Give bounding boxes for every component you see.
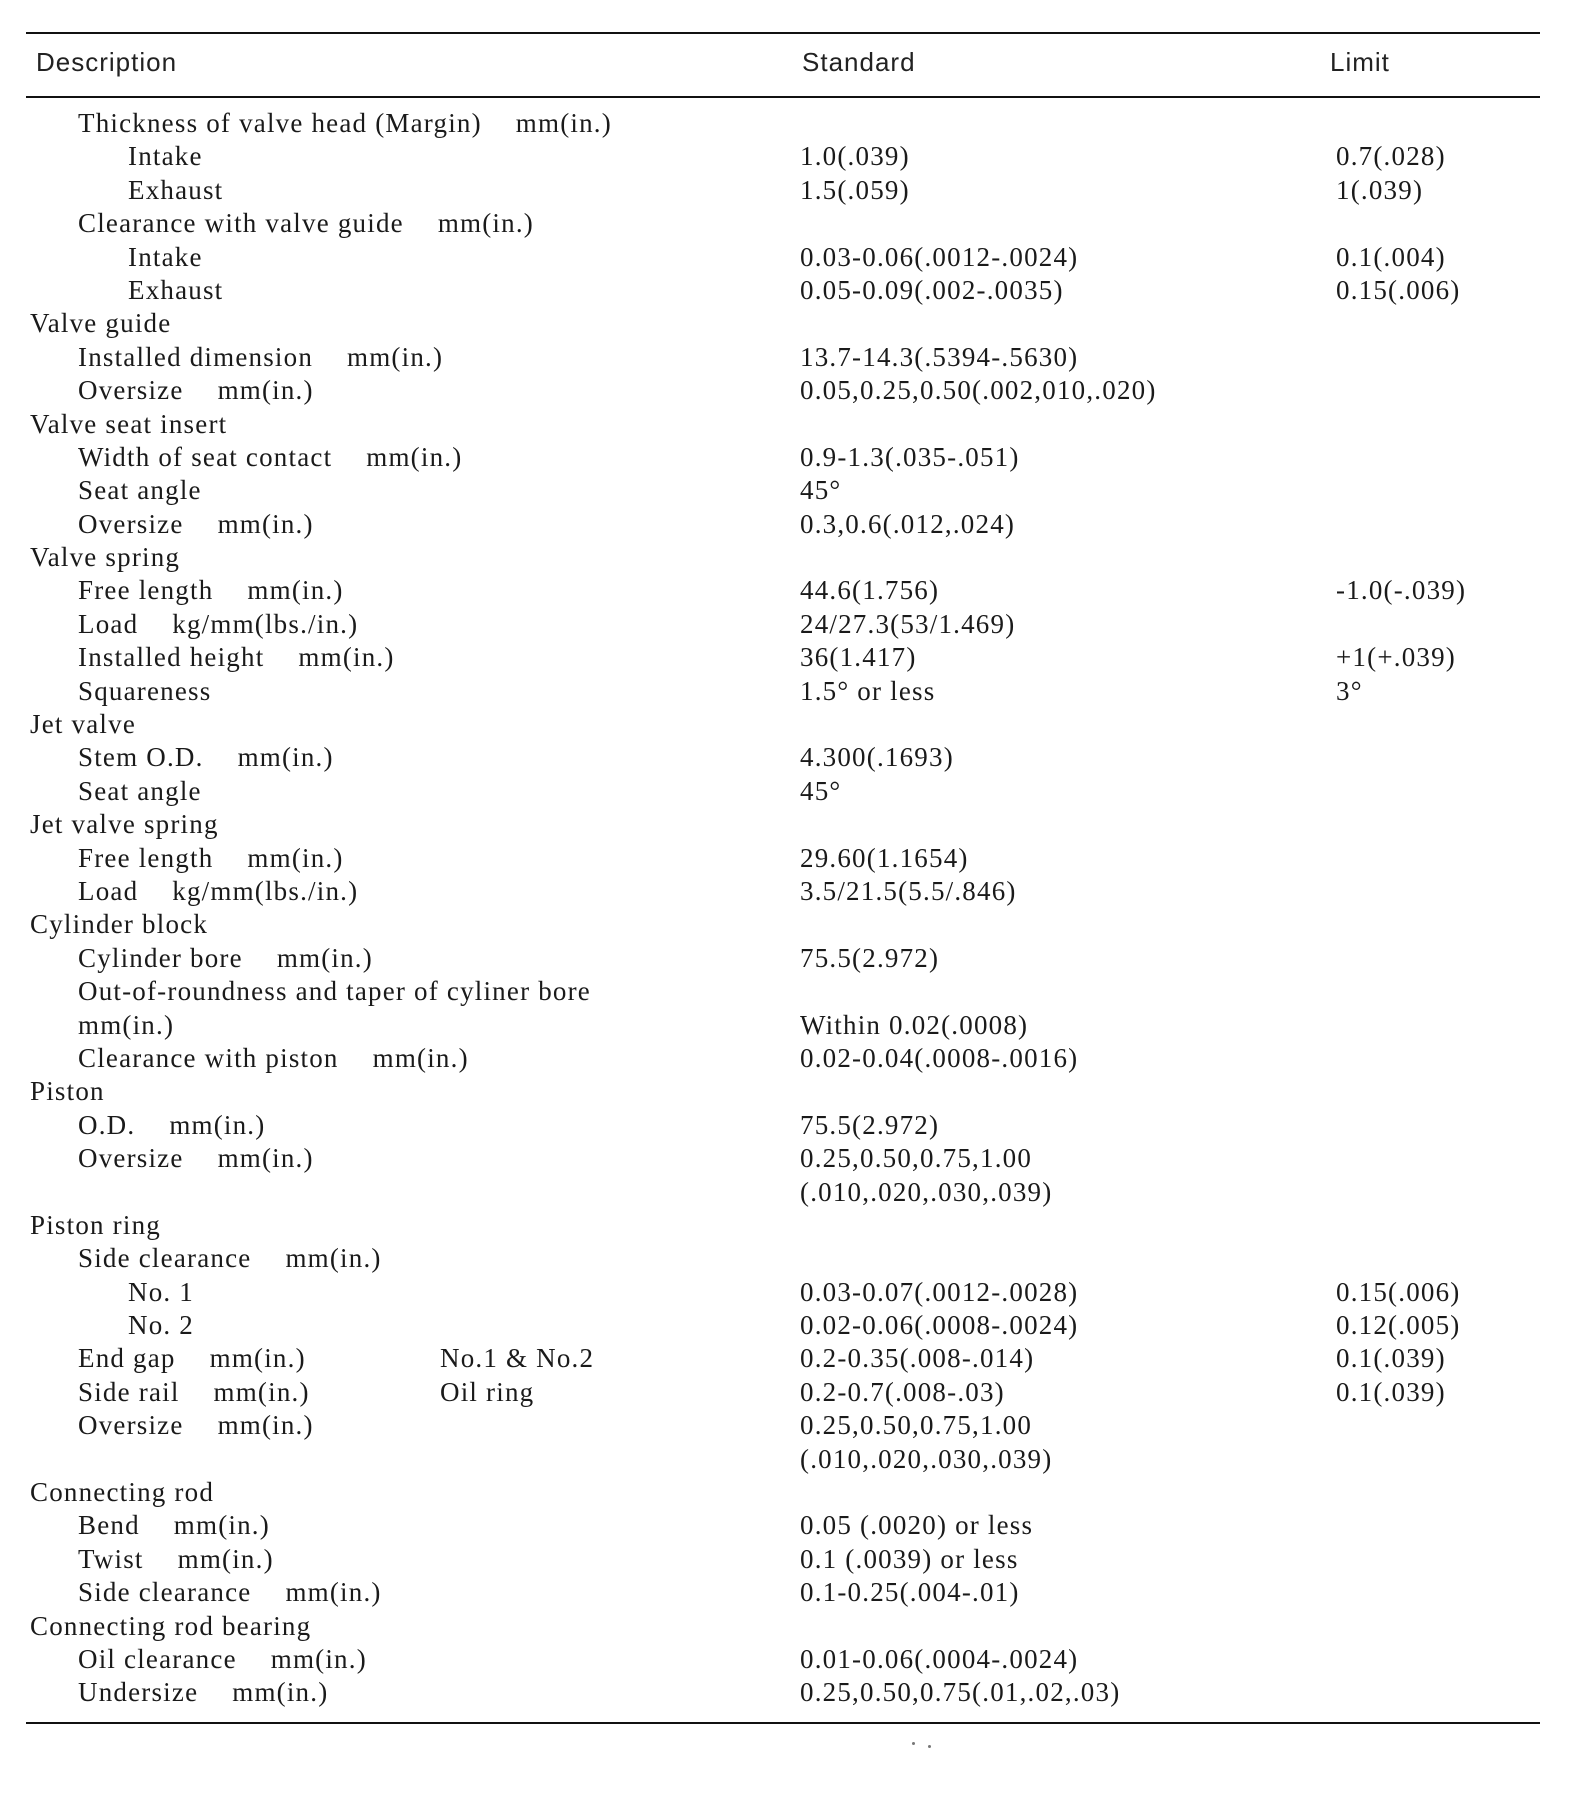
- table-row: [0, 241, 1584, 274]
- row-unit: mm(in.): [232, 1677, 329, 1708]
- row-description: [78, 942, 373, 975]
- table-row: [0, 1109, 1584, 1142]
- table-row: [0, 1309, 1584, 1342]
- row-label: Oversize: [78, 1143, 184, 1174]
- row-label: Bend: [78, 1510, 140, 1541]
- row-limit: 0.7(.028): [1336, 141, 1446, 172]
- row-description: [78, 1342, 306, 1375]
- row-label: Free length: [78, 575, 214, 606]
- row-description: [30, 708, 136, 741]
- row-label: Cylinder bore: [78, 942, 243, 973]
- row-unit: mm(in.): [217, 375, 314, 406]
- table-row: [0, 341, 1584, 374]
- row-description: [128, 1276, 194, 1309]
- row-unit: mm(in.): [515, 108, 612, 138]
- table-row: [0, 174, 1584, 207]
- row-description: [78, 608, 358, 641]
- table-row: [0, 474, 1584, 507]
- table-row: [0, 1009, 1584, 1042]
- table-row: [0, 675, 1584, 708]
- row-description: [30, 908, 208, 941]
- row-label: Seat angle: [78, 775, 202, 806]
- table-row: [0, 708, 1584, 741]
- table-row: [0, 1543, 1584, 1576]
- row-standard: 0.25,0.50,0.75(.01,.02,.03): [800, 1677, 1121, 1708]
- row-standard: 0.9-1.3(.035-.051): [800, 441, 1020, 472]
- table-row: [0, 1610, 1584, 1643]
- table-row: [0, 1176, 1584, 1209]
- row-standard: 0.1 (.0039) or less: [800, 1543, 1019, 1574]
- row-description: [30, 541, 180, 574]
- row-description: [78, 741, 334, 774]
- row-label: Installed dimension: [78, 341, 314, 372]
- row-label: Exhaust: [128, 174, 224, 205]
- row-description: [78, 1042, 469, 1075]
- row-description: [78, 508, 314, 541]
- row-standard: Within 0.02(.0008): [800, 1009, 1029, 1040]
- row-description: [78, 1643, 367, 1676]
- row-standard: 0.2-0.7(.008-.03): [800, 1376, 1005, 1407]
- row-standard: 3.5/21.5(5.5/.846): [800, 875, 1017, 906]
- row-unit: mm(in.): [237, 742, 334, 773]
- row-standard: 45°: [800, 475, 842, 506]
- row-unit: mm(in.): [169, 1109, 266, 1140]
- row-standard: 44.6(1.756): [800, 575, 940, 606]
- row-label: Jet valve: [30, 709, 137, 740]
- row-description: [78, 775, 202, 808]
- table-row: [0, 608, 1584, 641]
- row-description: [78, 107, 612, 140]
- row-qualifier: No.1 & No.2: [440, 1343, 595, 1374]
- row-label: Valve seat insert: [30, 408, 228, 439]
- row-unit: mm(in.): [347, 341, 444, 372]
- row-standard: 0.3,0.6(.012,.024): [800, 508, 1016, 539]
- table-row: [0, 1242, 1584, 1275]
- row-standard: 0.01-0.06(.0004-.0024): [800, 1643, 1079, 1674]
- row-description: [78, 1576, 382, 1609]
- row-label: Load: [78, 875, 139, 906]
- table-row: [0, 775, 1584, 808]
- row-standard: 1.5° or less: [800, 675, 936, 706]
- row-description: [30, 1209, 161, 1242]
- table-row: [0, 441, 1584, 474]
- spec-table-body: [0, 107, 1584, 1710]
- row-description: [128, 1309, 194, 1342]
- row-standard: 13.7-14.3(.5394-.5630): [800, 341, 1079, 372]
- row-label: mm(in.): [78, 1009, 175, 1040]
- row-description: [30, 1075, 105, 1108]
- row-unit: mm(in.): [366, 441, 463, 472]
- table-row: [0, 975, 1584, 1008]
- table-row: [0, 741, 1584, 774]
- row-label: Squareness: [78, 675, 212, 706]
- row-standard: 0.05,0.25,0.50(.002,010,.020): [800, 375, 1157, 406]
- table-row: [0, 408, 1584, 441]
- row-description: [78, 1242, 382, 1275]
- row-description: [30, 408, 227, 441]
- row-label: Valve spring: [30, 542, 181, 573]
- row-standard: 0.1-0.25(.004-.01): [800, 1577, 1020, 1608]
- table-row: [0, 1276, 1584, 1309]
- row-label: Oversize: [78, 375, 184, 406]
- row-unit: mm(in.): [372, 1042, 469, 1073]
- row-standard: 0.05-0.09(.002-.0035): [800, 274, 1064, 305]
- table-row: [0, 641, 1584, 674]
- row-unit: mm(in.): [247, 575, 344, 606]
- row-description: [78, 875, 358, 908]
- row-limit: 0.1(.039): [1336, 1376, 1446, 1407]
- table-row: [0, 1342, 1584, 1375]
- row-label: Thickness of valve head (Margin): [78, 108, 482, 138]
- row-description: [78, 1509, 270, 1542]
- table-row: [0, 1142, 1584, 1175]
- table-row: [0, 574, 1584, 607]
- row-unit: mm(in.): [213, 1376, 310, 1407]
- row-description: [78, 1376, 310, 1409]
- header-limit: Limit: [1330, 47, 1390, 77]
- row-label: Out-of-roundness and taper of cyliner bore: [78, 976, 591, 1007]
- scan-speck: [928, 1745, 931, 1748]
- row-description: [78, 374, 314, 407]
- row-label: Piston ring: [30, 1209, 161, 1240]
- row-limit: 1(.039): [1336, 174, 1424, 205]
- row-standard: 0.03-0.06(.0012-.0024): [800, 241, 1079, 272]
- table-row: [0, 207, 1584, 240]
- row-standard: 0.05 (.0020) or less: [800, 1510, 1034, 1541]
- table-row: [0, 1576, 1584, 1609]
- row-label: Load: [78, 608, 139, 639]
- row-standard: 24/27.3(53/1.469): [800, 608, 1016, 639]
- row-standard: 1.5(.059): [800, 174, 910, 205]
- row-description: [78, 1543, 274, 1576]
- row-label: Width of seat contact: [78, 441, 333, 472]
- row-unit: mm(in.): [247, 842, 344, 873]
- row-label: No. 2: [128, 1310, 194, 1341]
- row-label: Exhaust: [128, 274, 224, 305]
- row-label: Jet valve spring: [30, 809, 219, 840]
- row-label: Cylinder block: [30, 909, 209, 940]
- row-description: [128, 241, 203, 274]
- row-standard: 0.2-0.35(.008-.014): [800, 1343, 1035, 1374]
- row-label: No. 1: [128, 1276, 194, 1307]
- row-label: Side clearance: [78, 1243, 252, 1274]
- table-row: [0, 1509, 1584, 1542]
- row-description: [128, 140, 203, 173]
- row-description: [78, 975, 591, 1008]
- table-row: [0, 1443, 1584, 1476]
- table-row: [0, 942, 1584, 975]
- table-row: [0, 274, 1584, 307]
- row-standard: 0.25,0.50,0.75,1.00: [800, 1410, 1033, 1441]
- row-label: Twist: [78, 1543, 144, 1574]
- row-unit: mm(in.): [276, 942, 373, 973]
- table-row: [0, 1376, 1584, 1409]
- row-unit: mm(in.): [217, 1410, 314, 1441]
- table-row: [0, 1409, 1584, 1442]
- row-label: Connecting rod: [30, 1477, 215, 1508]
- row-label: Free length: [78, 842, 214, 873]
- row-description: [30, 1610, 311, 1643]
- row-limit: 0.15(.006): [1336, 274, 1461, 305]
- row-limit: 0.1(.039): [1336, 1343, 1446, 1374]
- table-row: [0, 140, 1584, 173]
- row-label: Side clearance: [78, 1577, 252, 1608]
- row-unit: mm(in.): [285, 1577, 382, 1608]
- row-standard: 1.0(.039): [800, 141, 910, 172]
- row-label: Undersize: [78, 1677, 199, 1708]
- row-description: [78, 1142, 314, 1175]
- row-label: Stem O.D.: [78, 742, 204, 773]
- row-standard: 29.60(1.1654): [800, 842, 969, 873]
- table-row: [0, 1075, 1584, 1108]
- row-label: Oil clearance: [78, 1643, 237, 1674]
- table-row: [0, 1042, 1584, 1075]
- table-row: [0, 508, 1584, 541]
- row-unit: mm(in.): [298, 642, 395, 673]
- row-description: [30, 808, 219, 841]
- bottom-rule: [26, 1722, 1540, 1724]
- row-unit: kg/mm(lbs./in.): [172, 875, 359, 906]
- row-unit: mm(in.): [217, 1143, 314, 1174]
- row-unit: mm(in.): [270, 1643, 367, 1674]
- row-description: [78, 207, 534, 240]
- row-description: [78, 1109, 265, 1142]
- table-row: [0, 1676, 1584, 1709]
- row-label: Seat angle: [78, 475, 202, 506]
- table-row: [0, 875, 1584, 908]
- row-description: [78, 341, 443, 374]
- table-row: [0, 1476, 1584, 1509]
- table-row: [0, 307, 1584, 340]
- row-label: End gap: [78, 1343, 176, 1374]
- row-label: O.D.: [78, 1109, 136, 1140]
- scan-speck: [912, 1742, 915, 1745]
- row-label: Installed height: [78, 642, 265, 673]
- row-standard: 0.03-0.07(.0012-.0028): [800, 1276, 1079, 1307]
- row-description: [78, 441, 462, 474]
- table-row: [0, 1209, 1584, 1242]
- row-limit: 3°: [1336, 675, 1363, 706]
- row-label: Clearance with valve guide: [78, 208, 404, 239]
- row-unit: mm(in.): [217, 508, 314, 539]
- row-limit: +1(+.039): [1336, 642, 1456, 673]
- row-standard: (.010,.020,.030,.039): [800, 1176, 1053, 1207]
- row-description: [128, 174, 223, 207]
- row-unit: mm(in.): [209, 1343, 306, 1374]
- row-unit: mm(in.): [173, 1510, 270, 1541]
- row-unit: mm(in.): [177, 1543, 274, 1574]
- row-standard: (.010,.020,.030,.039): [800, 1443, 1053, 1474]
- row-description: [78, 574, 344, 607]
- table-row: [0, 808, 1584, 841]
- row-label: Connecting rod bearing: [30, 1610, 312, 1641]
- row-unit: mm(in.): [285, 1243, 382, 1274]
- row-description: [128, 274, 223, 307]
- header-rule: [26, 96, 1540, 98]
- row-description: [78, 641, 395, 674]
- header-description: Description: [36, 47, 178, 77]
- row-standard: 75.5(2.972): [800, 942, 940, 973]
- table-row: [0, 1643, 1584, 1676]
- row-standard: 4.300(.1693): [800, 742, 954, 773]
- row-label: Valve guide: [30, 308, 172, 339]
- row-standard: 45°: [800, 775, 842, 806]
- row-label: Side rail: [78, 1376, 180, 1407]
- row-description: [78, 675, 211, 708]
- row-description: [30, 307, 171, 340]
- row-standard: 0.02-0.06(.0008-.0024): [800, 1310, 1079, 1341]
- table-row: [0, 374, 1584, 407]
- row-label: Oversize: [78, 1410, 184, 1441]
- row-standard: 0.25,0.50,0.75,1.00: [800, 1143, 1033, 1174]
- top-rule: [26, 32, 1540, 34]
- row-unit: kg/mm(lbs./in.): [172, 608, 359, 639]
- table-row: [0, 107, 1584, 140]
- row-description: [78, 1409, 314, 1442]
- row-label: Intake: [128, 241, 203, 272]
- table-row: [0, 541, 1584, 574]
- table-row: [0, 842, 1584, 875]
- row-standard: 36(1.417): [800, 642, 917, 673]
- row-description: [78, 1676, 328, 1709]
- row-description: [78, 1009, 174, 1042]
- row-description: [78, 842, 344, 875]
- row-limit: 0.1(.004): [1336, 241, 1446, 272]
- row-qualifier: Oil ring: [440, 1376, 535, 1407]
- row-description: [30, 1476, 214, 1509]
- row-label: Intake: [128, 141, 203, 172]
- table-row: [0, 908, 1584, 941]
- row-unit: mm(in.): [437, 208, 534, 239]
- row-description: [78, 474, 202, 507]
- row-limit: 0.15(.006): [1336, 1276, 1461, 1307]
- row-label: Oversize: [78, 508, 184, 539]
- row-standard: 0.02-0.04(.0008-.0016): [800, 1042, 1079, 1073]
- row-limit: -1.0(-.039): [1336, 575, 1467, 606]
- row-limit: 0.12(.005): [1336, 1310, 1461, 1341]
- header-standard: Standard: [802, 47, 916, 77]
- row-standard: 75.5(2.972): [800, 1109, 940, 1140]
- row-label: Piston: [30, 1076, 105, 1107]
- row-label: Clearance with piston: [78, 1042, 339, 1073]
